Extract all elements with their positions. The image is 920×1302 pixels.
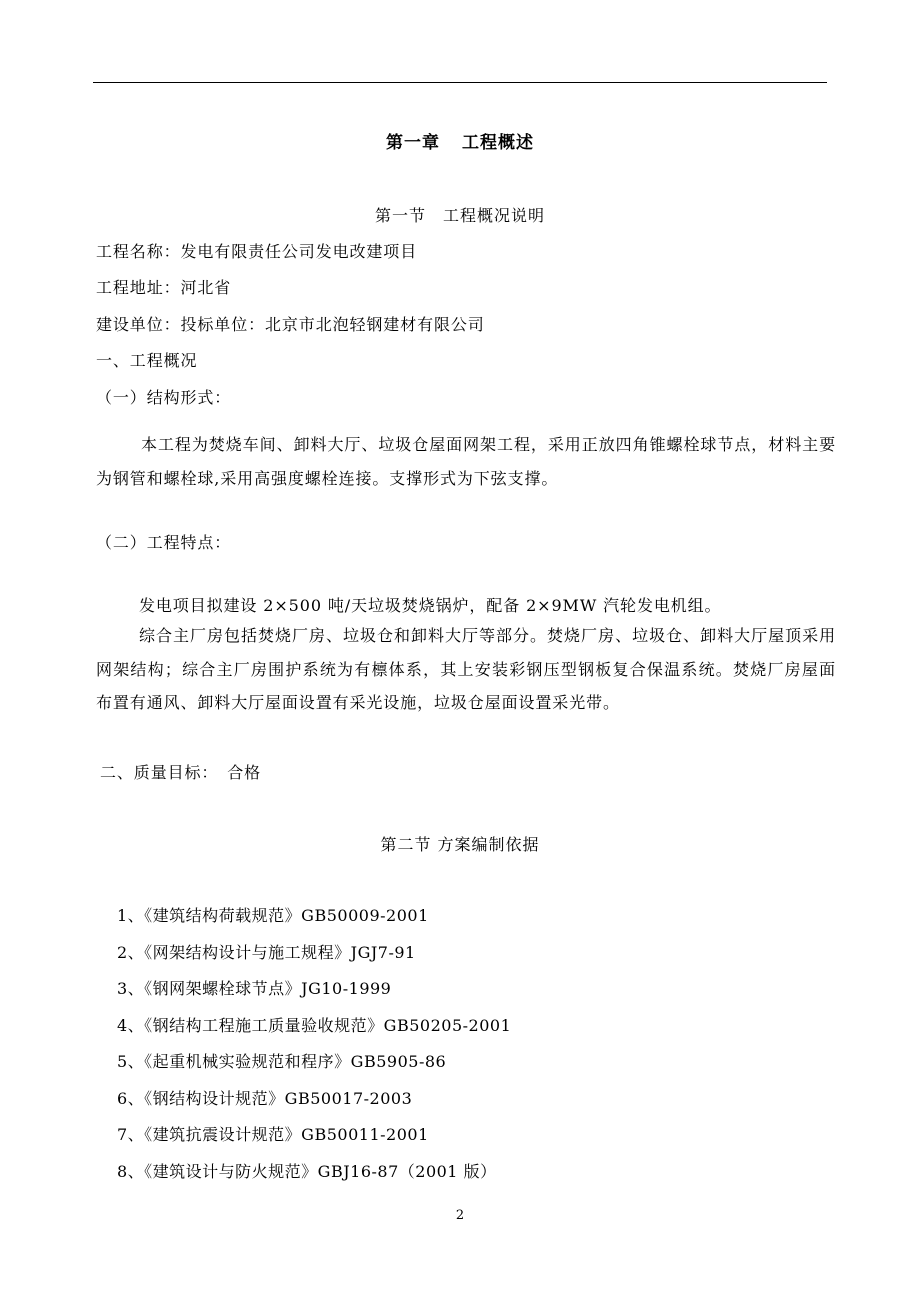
reference-item: 4、《钢结构工程施工质量验收规范》GB50205-2001	[117, 1015, 512, 1035]
features-paragraph-1: 发电项目拟建设 2×500 吨/天垃圾焚烧锅炉，配备 2×9MW 汽轮发电机组。	[139, 596, 722, 615]
page-number: 2	[455, 1208, 465, 1223]
section-title-1: 第一节 工程概况说明	[374, 206, 545, 225]
reference-item: 5、《起重机械实验规范和程序》GB5905-86	[117, 1052, 447, 1071]
reference-item: 6、《钢结构设计规范》GB50017-2003	[117, 1088, 413, 1108]
project-name: 工程名称：发电有限责任公司发电改建项目	[96, 242, 418, 261]
project-owner: 建设单位：投标单位：北京市北泡轻钢建材有限公司	[96, 315, 485, 334]
features-paragraph-2: 综合主厂房包括焚烧厂房、垃圾仓和卸料大厅等部分。焚烧厂房、垃圾仓、卸料大厅屋顶采用网架结构；综合主厂房围护系统为有檩体系，其上安装彩钢压型钢板复合保温系统。焚烧厂房屋面布置有通风、卸料大厅屋面设置有采光设施，垃圾仓屋面设置采光带。	[96, 626, 836, 712]
structure-heading: （一）结构形式：	[96, 388, 232, 407]
reference-item: 8、《建筑设计与防火规范》GBJ16-87（2001 版）	[117, 1161, 497, 1181]
reference-item: 7、《建筑抗震设计规范》GB50011-2001	[117, 1125, 429, 1144]
reference-item: 2、《网架结构设计与施工规程》JGJ7-91	[117, 942, 416, 962]
chapter-title	[0, 128, 920, 153]
quality-goal: 二、质量目标： 合格	[100, 763, 262, 782]
header-rule	[93, 82, 827, 83]
features-heading: （二）工程特点：	[96, 533, 232, 552]
chapter-number: 第一章	[386, 133, 440, 153]
overview-heading: 一、工程概况	[96, 351, 198, 370]
reference-item: 1、《建筑结构荷载规范》GB50009-2001	[117, 906, 429, 925]
reference-item: 3、《钢网架螺栓球节点》JG10-1999	[117, 979, 392, 998]
structure-paragraph: 本工程为焚烧车间、卸料大厅、垃圾仓屋面网架工程，采用正放四角锥螺栓球节点，材料主要为钢管和螺栓球,采用高强度螺栓连接。支撑形式为下弦支撑。	[96, 435, 836, 488]
chapter-name: 工程概述	[462, 133, 534, 153]
reference-list	[117, 898, 511, 1190]
project-address: 工程地址：河北省	[96, 278, 232, 297]
section-title-2: 第二节 方案编制依据	[380, 835, 540, 854]
